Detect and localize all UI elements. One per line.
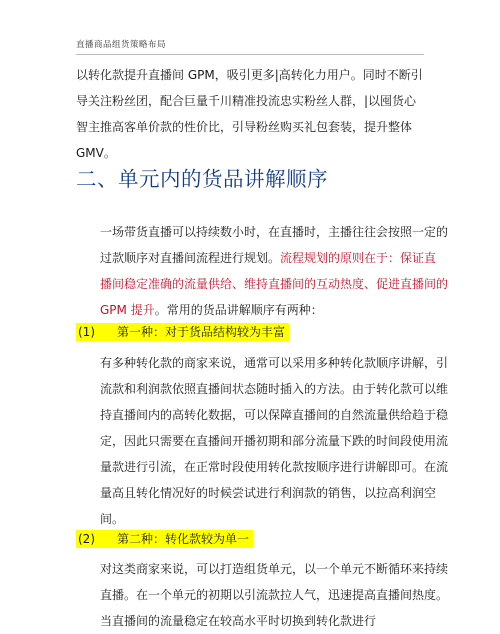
subheading-first [76, 323, 289, 341]
paragraph-first-method: 有多种转化款的商家来说，通常可以采用多种转化款顺序讲解，引流款和利润款依照直播间状态随时插入的方法。由于转化款可以维持直播间内的高转化数据，可以保障直播间的自然流量供给趋于稳定，因此只需要在直播间开播初期和部分流量下跌的时间段使用流量款进行引流，在正常时段使用转化款按顺序进行讲解即可。在流量高且转化情况好的时候尝试进行利润款的销售，以拉高利润空间。 [100, 356, 449, 526]
subheading-first-number: (1) [78, 325, 95, 339]
header-divider [76, 54, 424, 55]
running-header: 直播商品组货策略布局 [76, 40, 167, 50]
paragraph-explanation [76, 219, 448, 323]
paragraph-explanation-emphasis: 流程规划的原则在于：保证直播间稳定准确的流量供给、维持直播间的互动热度、促进直播间的 GPM 提升 [100, 251, 449, 317]
paragraph-intro: 以转化款提升直播间 GPM，吸引更多|高转化力用户。同时不断引导关注粉丝团，配合巨量千川精准投流忠实粉丝人群，|以囤货心智主推高客单价款的性价比，引导粉丝购买礼包套装，提升整体 GMV。 [76, 68, 423, 160]
subheading-second [76, 530, 253, 548]
section-title: 二、单元内的货品讲解顺序 [76, 167, 328, 191]
paragraph-second-method: 对这类商家来说，可以打造组货单元，以一个单元不断循环来持续直播。在一个单元的初期以引流款拉人气，迅速提高直播间热度。当直播间的流量稳定在较高水平时切换到转化款进行 [100, 562, 449, 628]
subheading-first-text: 第一种：对于货品结构较为丰富 [117, 325, 286, 339]
subheading-second-number: (2) [78, 532, 95, 546]
subheading-second-text: 第二种：转化款较为单一 [117, 532, 250, 546]
paragraph-explanation-lead: 一场带货直播可以持续数小时，在直播时，主播往往会按照一定的过款顺序对直播间流程进行规划。 [100, 225, 449, 265]
paragraph-explanation-tail: 。常用的货品讲解顺序有两种： [154, 303, 323, 317]
